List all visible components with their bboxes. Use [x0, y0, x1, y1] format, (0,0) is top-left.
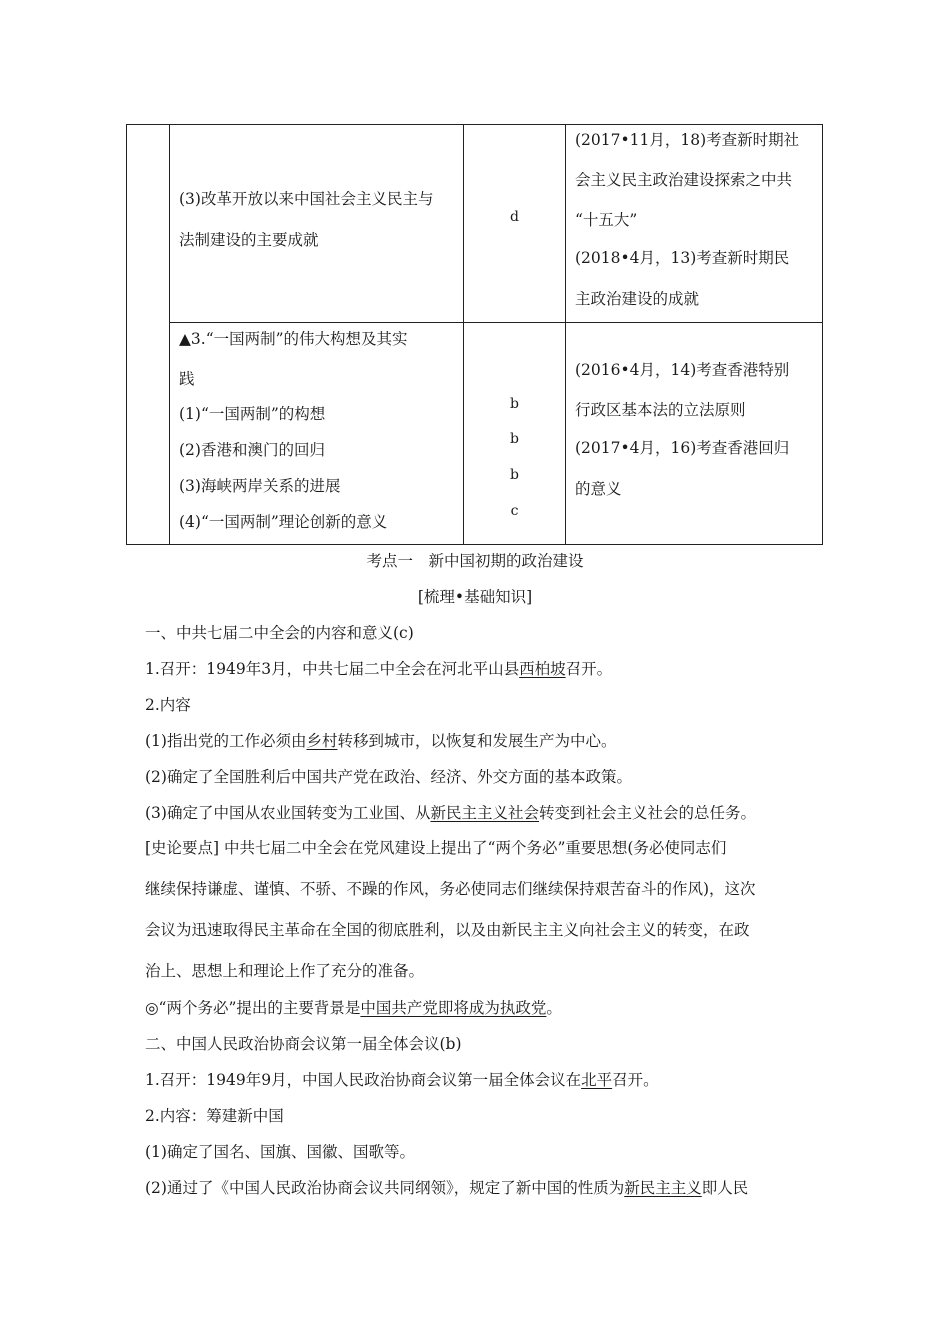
table-left-margin-cell [126, 124, 170, 545]
row1-note-line: (2018•4月，13)考查新时期民 [575, 249, 790, 267]
table-row-2-notes [565, 322, 823, 545]
paragraph-6: ◎“两个务必”提出的主要背景是中国共产党即将成为执政党。 [145, 999, 562, 1017]
row2-level: b [510, 396, 519, 412]
row1-level: d [510, 209, 519, 225]
row2-level: b [510, 467, 519, 483]
paragraph-7: 1.召开：1949年9月，中国人民政治协商会议第一届全体会议在北平召开。 [145, 1071, 659, 1089]
row2-note-line: 行政区基本法的立法原则 [575, 401, 746, 419]
underlined-answer: 新民主主义 [624, 1179, 702, 1197]
row2-content-line: 践 [179, 370, 195, 388]
paragraph-9: (1)确定了国名、国旗、国徽、国歌等。 [145, 1143, 415, 1161]
section-subtitle: [梳理•基础知识] [417, 588, 533, 606]
row1-note-line: 主政治建设的成就 [575, 290, 700, 308]
paragraph-5: (3)确定了中国从农业国转变为工业国、从新民主主义社会转变到社会主义社会的总任务。 [145, 804, 756, 822]
underlined-answer: 中国共产党即将成为执政党 [360, 999, 547, 1017]
row2-level: c [510, 503, 519, 519]
history-note-line: 继续保持谦虚、谨慎、不骄、不躁的作风，务必使同志们继续保持艰苦奋斗的作风)，这次 [145, 880, 756, 898]
underlined-answer: 北平 [581, 1071, 613, 1089]
section-title: 考点一 新中国初期的政治建设 [366, 552, 584, 570]
row2-note-line: (2016•4月，14)考查香港特别 [575, 361, 790, 379]
row1-content-line: (3)改革开放以来中国社会主义民主与 [179, 190, 434, 208]
row2-note-line: (2017•4月，16)考查香港回归 [575, 439, 790, 457]
row1-note-line: 会主义民主政治建设探索之中共 [575, 171, 793, 189]
history-note-line: [史论要点] 中共七届二中全会在党风建设上提出了“两个务必”重要思想(务必使同志们 [145, 839, 727, 857]
row1-note-line: “十五大” [575, 211, 638, 229]
paragraph-4: (2)确定了全国胜利后中国共产党在政治、经济、外交方面的基本政策。 [145, 768, 632, 786]
syllabus-table [126, 124, 823, 545]
underlined-answer: 新民主主义社会 [430, 804, 539, 822]
row2-content-line: (1)“一国两制”的构想 [179, 405, 326, 423]
row2-content-line: (2)香港和澳门的回归 [179, 441, 325, 459]
table-row-1-content [169, 124, 464, 323]
row2-level: b [510, 431, 519, 447]
paragraph-2: 2.内容 [145, 696, 191, 714]
row2-content-line: (4)“一国两制”理论创新的意义 [179, 513, 388, 531]
row2-content-line: (3)海峡两岸关系的进展 [179, 477, 341, 495]
paragraph-10: (2)通过了《中国人民政治协商会议共同纲领》，规定了新中国的性质为新民主主义即人民 [145, 1179, 749, 1197]
heading-2: 二、中国人民政治协商会议第一届全体会议(b) [145, 1035, 462, 1053]
paragraph-3: (1)指出党的工作必须由乡村转移到城市，以恢复和发展生产为中心。 [145, 732, 617, 750]
history-note-line: 治上、思想上和理论上作了充分的准备。 [145, 962, 425, 980]
underlined-answer: 西柏坡 [519, 660, 566, 678]
paragraph-1: 1.召开：1949年3月，中共七届二中全会在河北平山县西柏坡召开。 [145, 660, 613, 678]
row1-note-line: (2017•11月，18)考查新时期社 [575, 131, 800, 149]
underlined-answer: 乡村 [306, 732, 338, 750]
row2-content-line: ▲3.“一国两制”的伟大构想及其实 [179, 330, 408, 348]
heading-1: 一、中共七届二中全会的内容和意义(c) [145, 624, 414, 642]
history-note-line: 会议为迅速取得民主革命在全国的彻底胜利，以及由新民主主义向社会主义的转变，在政 [145, 921, 750, 939]
row1-content-line: 法制建设的主要成就 [179, 231, 319, 249]
row2-note-line: 的意义 [575, 480, 622, 498]
paragraph-8: 2.内容：筹建新中国 [145, 1107, 284, 1125]
